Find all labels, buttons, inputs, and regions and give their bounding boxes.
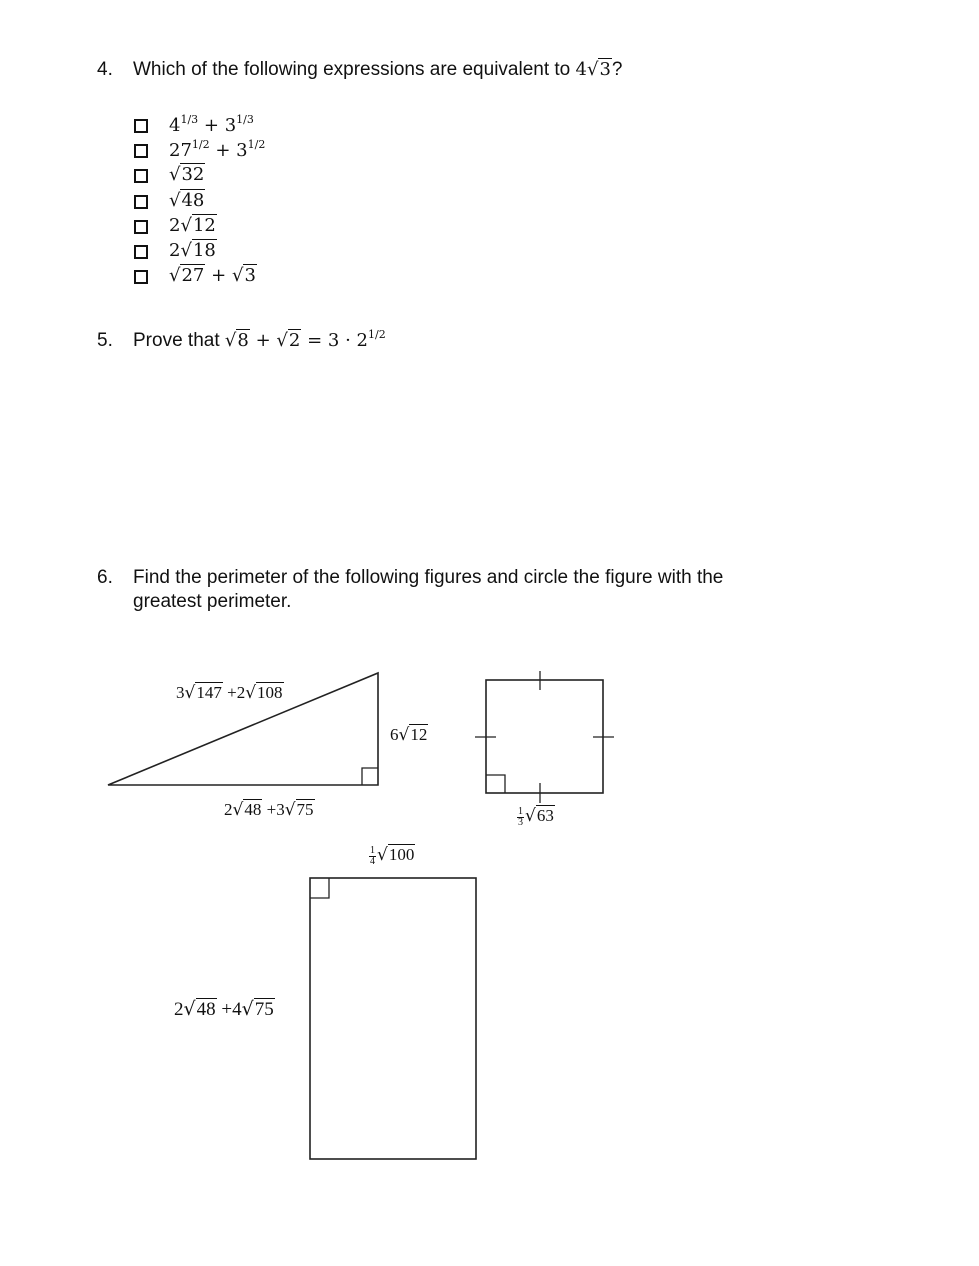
triangle-base-label: 2√48 +3√75 xyxy=(224,800,314,820)
question-number: 4. xyxy=(97,59,113,80)
square-side-label: $\frac{1}{3}$ √63 xyxy=(518,805,554,828)
triangle-hypotenuse-label: 3√147 +2√108 xyxy=(176,683,283,703)
proof-expression: √8 + √2 = 3 · 21/2 xyxy=(224,328,386,351)
rectangle-side-label: 2√48 +4√75 xyxy=(174,998,274,1020)
question-number: 6. xyxy=(97,567,113,588)
triangle-side-label: 6√12 xyxy=(390,725,428,745)
question-prompt: Prove that √8 + √2 = 3 · 21/2 xyxy=(133,328,386,351)
target-expression: 4√3 xyxy=(575,59,611,80)
rectangle-top-label: $\frac{1}{4}$ √100 xyxy=(370,844,415,867)
question-number: 5. xyxy=(97,330,113,351)
question-prompt: Which of the following expressions are equivalent to 4√3? xyxy=(133,59,623,80)
square-figure xyxy=(475,671,614,803)
question-prompt-line-2: greatest perimeter. xyxy=(133,591,292,612)
question-prompt-line-1: Find the perimeter of the following figures and circle the figure with the xyxy=(133,567,724,588)
rectangle-figure xyxy=(310,878,476,1159)
